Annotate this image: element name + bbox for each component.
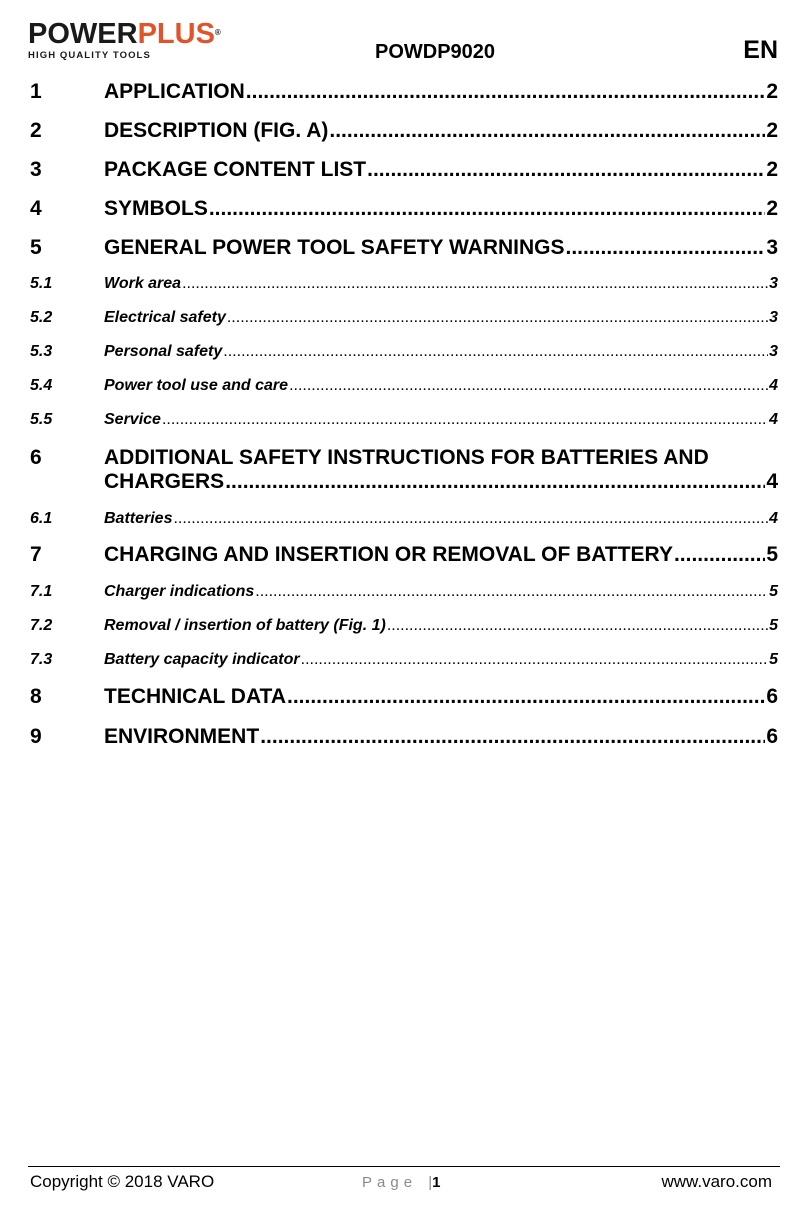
toc-page: 5 (769, 583, 778, 600)
toc-leader-dots (566, 236, 766, 260)
toc-subentry[interactable] (30, 309, 778, 331)
toc-leader-dots (289, 377, 768, 395)
toc-number: 5.2 (30, 309, 53, 326)
toc-leader-dots (173, 510, 768, 528)
toc-subentry[interactable] (30, 411, 778, 433)
toc-entry[interactable] (30, 236, 778, 264)
toc-leader-dots (162, 411, 768, 429)
toc-title: SYMBOLS (104, 197, 208, 220)
toc-page: 4 (769, 377, 778, 394)
toc-number: 7 (30, 543, 42, 566)
toc-page: 2 (766, 197, 778, 220)
logo-wordmark (28, 20, 221, 49)
logo-tagline: HIGH QUALITY TOOLS (28, 50, 151, 61)
toc-title: Removal / insertion of battery (Fig. 1) (104, 617, 386, 634)
language-code: EN (743, 36, 778, 64)
toc-leader-dots (225, 470, 765, 494)
logo-registered-mark: ® (214, 28, 221, 37)
toc-leader-dots (209, 197, 765, 221)
toc-title: APPLICATION (104, 80, 245, 103)
toc-page: 2 (766, 80, 778, 103)
toc-number: 4 (30, 197, 42, 220)
toc-number: 3 (30, 158, 42, 181)
page-header (0, 0, 808, 75)
toc-number: 5.5 (30, 411, 53, 428)
toc-number: 2 (30, 119, 42, 142)
logo-brand-part2: PLUS (137, 18, 215, 50)
toc-leader-dots (367, 158, 765, 182)
powerplus-logo (28, 20, 221, 61)
toc-leader-dots (329, 119, 765, 143)
toc-leader-dots (182, 275, 768, 293)
toc-title: Batteries (104, 510, 173, 527)
toc-entry[interactable] (30, 725, 778, 753)
toc-title: Personal safety (104, 343, 223, 360)
toc-number: 5 (30, 236, 42, 259)
toc-page: 6 (766, 725, 778, 748)
logo-brand-part1: POWER (28, 18, 138, 50)
toc-page: 5 (766, 543, 778, 566)
toc-entry[interactable] (30, 685, 778, 713)
toc-leader-dots (674, 543, 765, 567)
toc-title-line1: ADDITIONAL SAFETY INSTRUCTIONS FOR BATTERIES AND (104, 446, 709, 469)
toc-title: GENERAL POWER TOOL SAFETY WARNINGS (104, 236, 565, 259)
toc-number: 1 (30, 80, 42, 103)
toc-leader-dots (246, 80, 766, 104)
toc-subentry[interactable] (30, 583, 778, 605)
toc-number: 9 (30, 725, 42, 748)
toc-page: 2 (766, 158, 778, 181)
toc-page: 4 (766, 470, 778, 493)
toc-page: 4 (769, 411, 778, 428)
page-indicator (362, 1174, 440, 1191)
toc-page: 3 (769, 309, 778, 326)
toc-entry[interactable] (30, 80, 778, 108)
toc-leader-dots (301, 651, 768, 669)
toc-number: 8 (30, 685, 42, 708)
toc-number: 5.4 (30, 377, 53, 394)
toc-number: 6 (30, 446, 42, 469)
page-separator: | (428, 1174, 433, 1191)
toc-title: PACKAGE CONTENT LIST (104, 158, 367, 181)
toc-title: TECHNICAL DATA (104, 685, 286, 708)
toc-title: CHARGING AND INSERTION OR REMOVAL OF BATTERY (104, 543, 673, 566)
toc-page: 5 (769, 617, 778, 634)
toc-number: 7.1 (30, 583, 53, 600)
toc-page: 3 (769, 275, 778, 292)
toc-entry[interactable] (30, 543, 778, 571)
toc-subentry[interactable] (30, 377, 778, 399)
toc-entry[interactable] (30, 197, 778, 225)
toc-page: 3 (769, 343, 778, 360)
toc-title: DESCRIPTION (FIG. A) (104, 119, 329, 142)
toc-subentry[interactable] (30, 275, 778, 297)
toc-number: 5.1 (30, 275, 53, 292)
toc-page: 3 (766, 236, 778, 259)
toc-number: 5.3 (30, 343, 53, 360)
toc-title: Power tool use and care (104, 377, 289, 394)
toc-leader-dots (255, 583, 768, 601)
toc-number: 7.2 (30, 617, 53, 634)
toc-number: 7.3 (30, 651, 53, 668)
website-link[interactable]: www.varo.com (661, 1172, 772, 1191)
page-label: Page (362, 1174, 418, 1191)
toc-page: 6 (766, 685, 778, 708)
toc-entry[interactable] (30, 446, 778, 500)
toc-title-line2: CHARGERS (104, 470, 225, 493)
toc-entry[interactable] (30, 119, 778, 147)
toc-title: Service (104, 411, 161, 428)
toc-title: ENVIRONMENT (104, 725, 260, 748)
toc-page: 2 (766, 119, 778, 142)
copyright-text: Copyright © 2018 VARO (30, 1172, 215, 1191)
toc-leader-dots (227, 309, 768, 327)
toc-title: Charger indications (104, 583, 255, 600)
toc-subentry[interactable] (30, 617, 778, 639)
model-number: POWDP9020 (375, 41, 496, 63)
toc-page: 5 (769, 651, 778, 668)
toc-leader-dots (387, 617, 768, 635)
page-number: 1 (432, 1174, 441, 1191)
toc-title: Electrical safety (104, 309, 226, 326)
toc-title: Battery capacity indicator (104, 651, 300, 668)
toc-leader-dots (223, 343, 768, 361)
toc-leader-dots (260, 725, 765, 749)
toc-title: Work area (104, 275, 182, 292)
toc-subentry[interactable] (30, 343, 778, 365)
toc-number: 6.1 (30, 510, 53, 527)
footer-divider (28, 1166, 780, 1167)
toc-leader-dots (287, 685, 765, 709)
toc-subentry[interactable] (30, 651, 778, 673)
toc-subentry[interactable] (30, 510, 778, 532)
toc-entry[interactable] (30, 158, 778, 186)
toc-page: 4 (769, 510, 778, 527)
